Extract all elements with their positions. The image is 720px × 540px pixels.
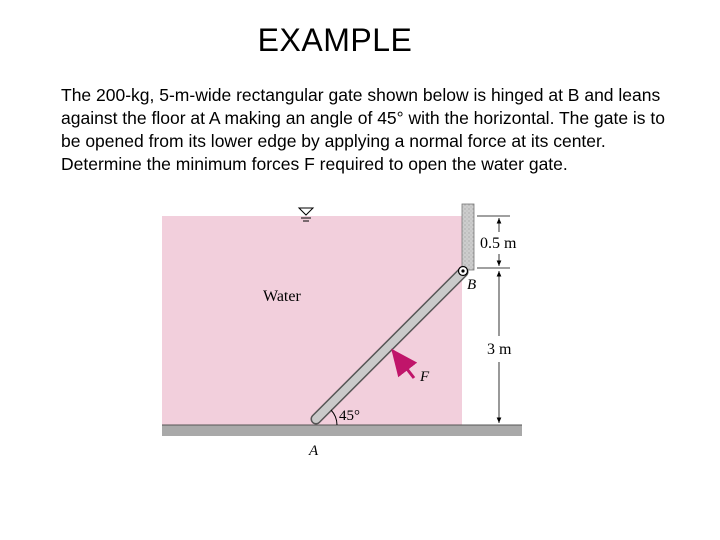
dim-height-label: 3 m bbox=[487, 341, 512, 358]
angle-label: 45° bbox=[339, 408, 360, 424]
page-title: EXAMPLE bbox=[257, 22, 413, 58]
floor-point-label: A bbox=[309, 443, 319, 459]
floor bbox=[162, 425, 522, 436]
hinge-label: B bbox=[467, 277, 477, 293]
hinge-icon bbox=[459, 267, 468, 276]
problem-statement: The 200-kg, 5-m-wide rectangular gate shown below is hinged at B and leans against the floor at A making an angle of 45° with the horizontal. The gate is to be opened from its lower edge by applying a normal force at its center. Determine the minimum forces F required to open the water gate. bbox=[61, 85, 666, 174]
water-label: Water bbox=[263, 288, 301, 305]
dim-top-label: 0.5 m bbox=[480, 235, 517, 252]
vertical-wall bbox=[462, 204, 474, 270]
force-label: F bbox=[420, 369, 430, 385]
